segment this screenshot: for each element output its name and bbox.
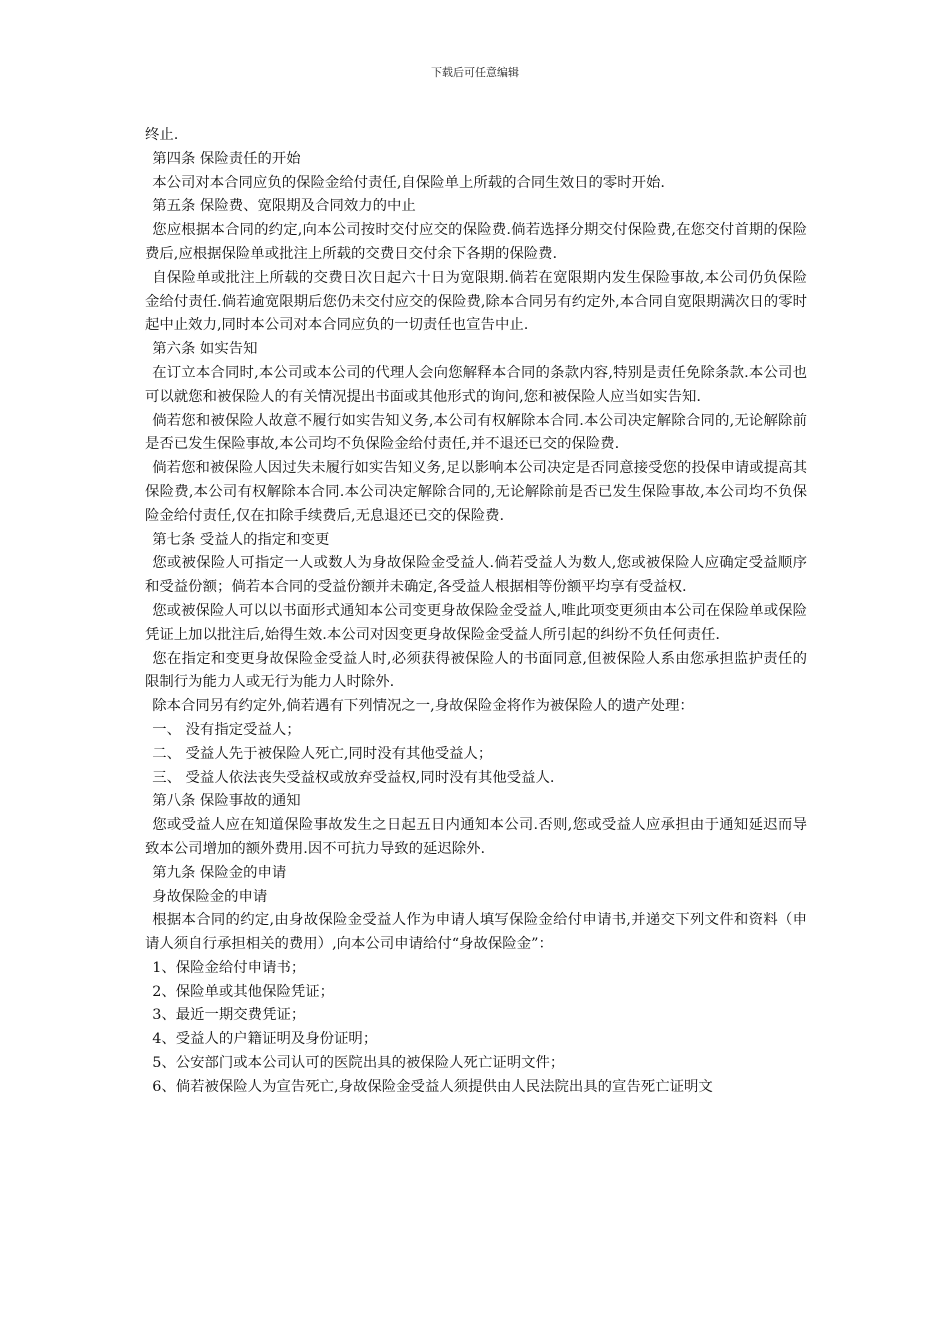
list-item: 1、保险金给付申请书； [152,959,306,976]
article-5-paragraph-1: 您应根据本合同的约定,向本公司按时交付应交的保险费.倘若选择分期交付保险费,在您交付首期的保险费后,应根据保险单或批注上所载的交费日交付余下各期的保险费. [145,222,807,262]
article-9-heading: 第九条 保险金的申请 [152,864,287,881]
document-body [145,124,807,1100]
list-item: 2、保险单或其他保险凭证； [152,983,335,1000]
list-item: 6、倘若被保险人为宣告死亡,身故保险金受益人须提供由人民法院出具的宣告死亡证明文 [152,1078,713,1095]
article-5-heading: 第五条 保险费、宽限期及合同效力的中止 [152,198,416,215]
paragraph-continuation: 终止. [145,127,179,143]
article-5-paragraph-2: 自保险单或批注上所载的交费日次日起六十日为宽限期.倘若在宽限期内发生保险事故,本公司仍负保险金给付责任.倘若逾宽限期后您仍未交付应交的保险费,除本合同另有约定外,本合同自宽限期满次日的零时起中止效力,同时本公司对本合同应负的一切责任也宣告中止. [145,269,807,334]
article-8-paragraph: 您或受益人应在知道保险事故发生之日起五日内通知本公司.否则,您或受益人应承担由于通知延迟而导致本公司增加的额外费用.因不可抗力导致的延迟除外. [145,817,807,857]
article-4-paragraph: 本公司对本合同应负的保险金给付责任,自保险单上所载的合同生效日的零时开始. [152,174,666,191]
list-item: 5、公安部门或本公司认可的医院出具的被保险人死亡证明文件； [152,1055,565,1072]
article-7-paragraph-3: 您在指定和变更身故保险金受益人时,必须获得被保险人的书面同意,但被保险人系由您承担监护责任的限制行为能力人或无行为能力人时除外. [145,650,807,691]
article-6-paragraph-3: 倘若您和被保险人因过失未履行如实告知义务,足以影响本公司决定是否同意接受您的投保申请或提高其保险费,本公司有权解除本合同.本公司决定解除合同的,无论解除前是否已发生保险事故,本公司均不负保险金给付责任,仅在扣除手续费后,无息退还已交的保险费. [145,460,807,524]
article-6-heading: 第六条 如实告知 [152,341,258,358]
article-9-paragraph: 根据本合同的约定,由身故保险金受益人作为申请人填写保险金给付申请书,并递交下列文件和资料（申请人须自行承担相关的费用）,向本公司申请给付“身故保险金”： [145,912,807,953]
article-8-heading: 第八条 保险事故的通知 [152,793,301,810]
list-item: 一、 没有指定受益人； [152,721,301,738]
article-9-subheading: 身故保险金的申请 [152,888,268,905]
article-7-paragraph-4: 除本合同另有约定外,倘若遇有下列情况之一,身故保险金将作为被保险人的遗产处理： [152,698,694,715]
list-item: 二、 受益人先于被保险人死亡,同时没有其他受益人； [152,745,493,762]
article-7-paragraph-2: 您或被保险人可以以书面形式通知本公司变更身故保险金受益人,唯此项变更须由本公司在保险单或保险凭证上加以批注后,始得生效.本公司对因变更身故保险金受益人所引起的纠纷不负任何责任. [145,602,807,643]
page-header-note: 下载后可任意编辑 [431,66,519,79]
article-6-paragraph-2: 倘若您和被保险人故意不履行如实告知义务,本公司有权解除本合同.本公司决定解除合同的,无论解除前是否已发生保险事故,本公司均不负保险金给付责任,并不退还已交的保险费. [145,412,807,453]
list-item: 三、 受益人依法丧失受益权或放弃受益权,同时没有其他受益人. [152,769,555,786]
article-6-paragraph-1: 在订立本合同时,本公司或本公司的代理人会向您解释本合同的条款内容,特别是责任免除条款.本公司也可以就您和被保险人的有关情况提出书面或其他形式的询问,您和被保险人应当如实告知. [145,364,807,405]
article-7-paragraph-1: 您或被保险人可指定一人或数人为身故保险金受益人.倘若受益人为数人,您或被保险人应确定受益顺序和受益份额；倘若本合同的受益份额并未确定,各受益人根据相等份额平均享有受益权. [145,555,807,596]
list-item: 3、最近一期交费凭证； [152,1007,306,1024]
article-4-heading: 第四条 保险责任的开始 [152,150,301,167]
list-item: 4、受益人的户籍证明及身份证明； [152,1031,378,1048]
article-7-heading: 第七条 受益人的指定和变更 [152,531,330,548]
